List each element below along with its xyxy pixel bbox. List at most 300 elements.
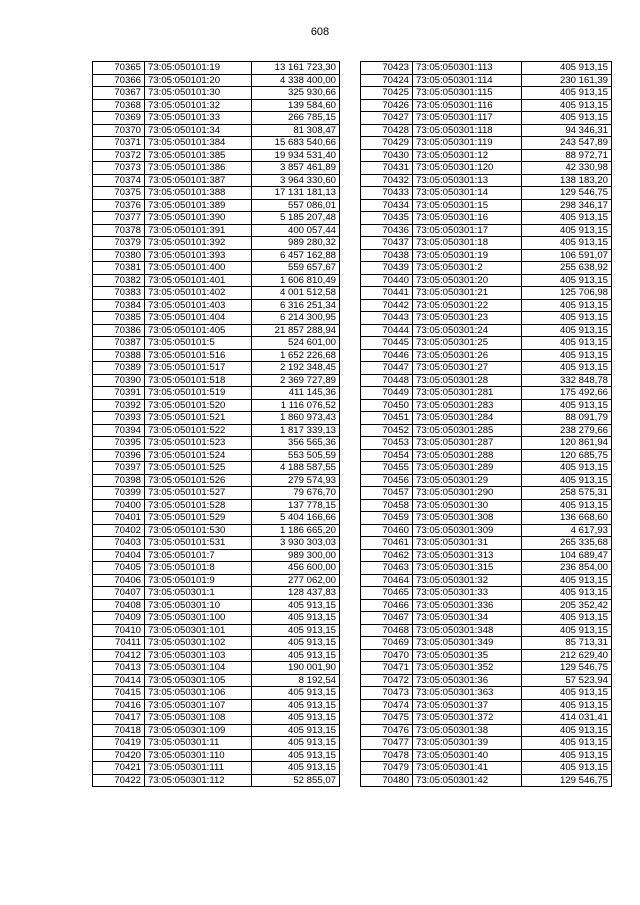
cadastral-value-cell: 405 913,15 — [522, 237, 612, 250]
table-row — [93, 687, 340, 700]
cadastral-number-cell: 73:05:050301:117 — [413, 112, 522, 125]
table-row — [361, 449, 612, 462]
cadastral-value-cell: 405 913,15 — [252, 699, 340, 712]
cadastral-value-cell: 42 330,98 — [522, 162, 612, 175]
cadastral-number-cell: 73:05:050301:348 — [413, 624, 522, 637]
row-number-cell: 70383 — [93, 287, 145, 300]
cadastral-number-cell: 73:05:050101:387 — [145, 174, 252, 187]
cadastral-value-cell: 400 057,44 — [252, 224, 340, 237]
cadastral-value-cell: 411 145,36 — [252, 387, 340, 400]
row-number-cell: 70392 — [93, 399, 145, 412]
cadastral-number-cell: 73:05:050301:12 — [413, 149, 522, 162]
table-row — [361, 374, 612, 387]
row-number-cell: 70444 — [361, 324, 413, 337]
table-row — [361, 399, 612, 412]
cadastral-value-cell: 4 338 400,00 — [252, 74, 340, 87]
row-number-cell: 70449 — [361, 387, 413, 400]
table-row — [361, 624, 612, 637]
row-number-cell: 70478 — [361, 749, 413, 762]
table-row — [361, 762, 612, 775]
row-number-cell: 70397 — [93, 462, 145, 475]
row-number-cell: 70379 — [93, 237, 145, 250]
row-number-cell: 70434 — [361, 199, 413, 212]
cadastral-value-cell: 6 316 251,34 — [252, 299, 340, 312]
cadastral-number-cell: 73:05:050301:287 — [413, 437, 522, 450]
row-number-cell: 70426 — [361, 99, 413, 112]
cadastral-value-cell: 405 913,15 — [522, 724, 612, 737]
table-row — [361, 337, 612, 350]
cadastral-value-cell: 405 913,15 — [252, 612, 340, 625]
table-row — [361, 249, 612, 262]
cadastral-value-cell: 3 857 461,89 — [252, 162, 340, 175]
cadastral-number-cell: 73:05:050101:19 — [145, 62, 252, 75]
row-number-cell: 70456 — [361, 474, 413, 487]
row-number-cell: 70420 — [93, 749, 145, 762]
cadastral-value-cell: 553 505,59 — [252, 449, 340, 462]
cadastral-value-cell: 325 930,66 — [252, 87, 340, 100]
row-number-cell: 70412 — [93, 649, 145, 662]
table-row — [93, 312, 340, 325]
table-row — [93, 424, 340, 437]
row-number-cell: 70400 — [93, 499, 145, 512]
table-row — [93, 624, 340, 637]
cadastral-number-cell: 73:05:050101:20 — [145, 74, 252, 87]
table-row — [361, 99, 612, 112]
row-number-cell: 70388 — [93, 349, 145, 362]
cadastral-number-cell: 73:05:050301:336 — [413, 599, 522, 612]
row-number-cell: 70439 — [361, 262, 413, 275]
cadastral-number-cell: 73:05:050301:349 — [413, 637, 522, 650]
table-row — [93, 612, 340, 625]
cadastral-number-cell: 73:05:050301:33 — [413, 587, 522, 600]
cadastral-value-cell: 85 713,31 — [522, 637, 612, 650]
row-number-cell: 70368 — [93, 99, 145, 112]
row-number-cell: 70424 — [361, 74, 413, 87]
cadastral-number-cell: 73:05:050301:37 — [413, 699, 522, 712]
table-row — [93, 562, 340, 575]
row-number-cell: 70460 — [361, 524, 413, 537]
row-number-cell: 70475 — [361, 712, 413, 725]
cadastral-value-cell: 405 913,15 — [522, 587, 612, 600]
table-row — [93, 162, 340, 175]
register-table-left — [92, 61, 340, 787]
row-number-cell: 70464 — [361, 574, 413, 587]
row-number-cell: 70384 — [93, 299, 145, 312]
row-number-cell: 70441 — [361, 287, 413, 300]
row-number-cell: 70421 — [93, 762, 145, 775]
cadastral-number-cell: 73:05:050301:107 — [145, 699, 252, 712]
table-row — [361, 324, 612, 337]
row-number-cell: 70425 — [361, 87, 413, 100]
table-row — [361, 137, 612, 150]
cadastral-value-cell: 298 346,17 — [522, 199, 612, 212]
row-number-cell: 70459 — [361, 512, 413, 525]
table-row — [361, 587, 612, 600]
row-number-cell: 70455 — [361, 462, 413, 475]
cadastral-value-cell: 405 913,15 — [522, 274, 612, 287]
cadastral-number-cell: 73:05:050301:100 — [145, 612, 252, 625]
cadastral-value-cell: 1 817 339,13 — [252, 424, 340, 437]
cadastral-value-cell: 138 183,20 — [522, 174, 612, 187]
cadastral-number-cell: 73:05:050101:524 — [145, 449, 252, 462]
row-number-cell: 70396 — [93, 449, 145, 462]
table-row — [93, 462, 340, 475]
table-row — [361, 174, 612, 187]
row-number-cell: 70465 — [361, 587, 413, 600]
cadastral-number-cell: 73:05:050301:1 — [145, 587, 252, 600]
row-number-cell: 70433 — [361, 187, 413, 200]
table-row — [361, 262, 612, 275]
row-number-cell: 70443 — [361, 312, 413, 325]
table-row — [93, 374, 340, 387]
cadastral-value-cell: 139 584,60 — [252, 99, 340, 112]
cadastral-value-cell: 405 913,15 — [252, 624, 340, 637]
cadastral-number-cell: 73:05:050301:101 — [145, 624, 252, 637]
cadastral-number-cell: 73:05:050301:22 — [413, 299, 522, 312]
row-number-cell: 70406 — [93, 574, 145, 587]
row-number-cell: 70419 — [93, 737, 145, 750]
table-row — [93, 574, 340, 587]
cadastral-value-cell: 405 913,15 — [522, 212, 612, 225]
cadastral-value-cell: 6 457 162,88 — [252, 249, 340, 262]
cadastral-number-cell: 73:05:050101:402 — [145, 287, 252, 300]
cadastral-number-cell: 73:05:050301:120 — [413, 162, 522, 175]
cadastral-value-cell: 277 062,00 — [252, 574, 340, 587]
table-row — [361, 524, 612, 537]
table-row — [93, 524, 340, 537]
table-row — [93, 662, 340, 675]
cadastral-number-cell: 73:05:050101:30 — [145, 87, 252, 100]
table-row — [361, 562, 612, 575]
cadastral-number-cell: 73:05:050101:32 — [145, 99, 252, 112]
row-number-cell: 70394 — [93, 424, 145, 437]
cadastral-value-cell: 405 913,15 — [522, 62, 612, 75]
table-row — [93, 99, 340, 112]
table-row — [361, 499, 612, 512]
cadastral-number-cell: 73:05:050101:5 — [145, 337, 252, 350]
table-row — [93, 224, 340, 237]
cadastral-number-cell: 73:05:050301:352 — [413, 662, 522, 675]
cadastral-value-cell: 1 652 226,68 — [252, 349, 340, 362]
table-row — [93, 124, 340, 137]
table-row — [93, 512, 340, 525]
cadastral-number-cell: 73:05:050301:23 — [413, 312, 522, 325]
table-row — [93, 149, 340, 162]
table-row — [361, 712, 612, 725]
cadastral-value-cell: 243 547,89 — [522, 137, 612, 150]
table-row — [361, 662, 612, 675]
cadastral-value-cell: 88 091,79 — [522, 412, 612, 425]
cadastral-number-cell: 73:05:050101:391 — [145, 224, 252, 237]
cadastral-value-cell: 238 279,66 — [522, 424, 612, 437]
table-row — [361, 74, 612, 87]
cadastral-value-cell: 94 346,31 — [522, 124, 612, 137]
cadastral-value-cell: 79 676,70 — [252, 487, 340, 500]
cadastral-value-cell: 129 546,75 — [522, 662, 612, 675]
cadastral-value-cell: 4 188 587,55 — [252, 462, 340, 475]
cadastral-value-cell: 405 913,15 — [522, 349, 612, 362]
row-number-cell: 70472 — [361, 674, 413, 687]
cadastral-number-cell: 73:05:050301:285 — [413, 424, 522, 437]
table-row — [93, 187, 340, 200]
cadastral-number-cell: 73:05:050101:527 — [145, 487, 252, 500]
cadastral-value-cell: 129 546,75 — [522, 187, 612, 200]
cadastral-number-cell: 73:05:050301:283 — [413, 399, 522, 412]
table-row — [361, 87, 612, 100]
cadastral-value-cell: 6 214 300,95 — [252, 312, 340, 325]
row-number-cell: 70436 — [361, 224, 413, 237]
cadastral-number-cell: 73:05:050301:111 — [145, 762, 252, 775]
cadastral-number-cell: 73:05:050301:11 — [145, 737, 252, 750]
cadastral-number-cell: 73:05:050101:522 — [145, 424, 252, 437]
cadastral-number-cell: 73:05:050101:517 — [145, 362, 252, 375]
table-row — [93, 249, 340, 262]
row-number-cell: 70403 — [93, 537, 145, 550]
table-row — [93, 112, 340, 125]
cadastral-value-cell: 137 778,15 — [252, 499, 340, 512]
table-row — [93, 712, 340, 725]
table-row — [361, 224, 612, 237]
cadastral-value-cell: 405 913,15 — [522, 362, 612, 375]
table-row — [361, 124, 612, 137]
table-row — [93, 699, 340, 712]
row-number-cell: 70380 — [93, 249, 145, 262]
cadastral-value-cell: 120 861,94 — [522, 437, 612, 450]
cadastral-value-cell: 125 706,98 — [522, 287, 612, 300]
row-number-cell: 70417 — [93, 712, 145, 725]
row-number-cell: 70413 — [93, 662, 145, 675]
cadastral-number-cell: 73:05:050301:363 — [413, 687, 522, 700]
cadastral-number-cell: 73:05:050101:34 — [145, 124, 252, 137]
cadastral-value-cell: 405 913,15 — [522, 737, 612, 750]
cadastral-number-cell: 73:05:050301:14 — [413, 187, 522, 200]
row-number-cell: 70409 — [93, 612, 145, 625]
cadastral-value-cell: 405 913,15 — [252, 712, 340, 725]
table-row — [361, 474, 612, 487]
row-number-cell: 70415 — [93, 687, 145, 700]
cadastral-number-cell: 73:05:050101:7 — [145, 549, 252, 562]
cadastral-value-cell: 989 300,00 — [252, 549, 340, 562]
cadastral-value-cell: 405 913,15 — [522, 624, 612, 637]
row-number-cell: 70430 — [361, 149, 413, 162]
row-number-cell: 70453 — [361, 437, 413, 450]
table-row — [93, 174, 340, 187]
table-row — [93, 649, 340, 662]
cadastral-number-cell: 73:05:050101:405 — [145, 324, 252, 337]
cadastral-number-cell: 73:05:050101:9 — [145, 574, 252, 587]
table-row — [93, 412, 340, 425]
cadastral-value-cell: 128 437,83 — [252, 587, 340, 600]
cadastral-value-cell: 5 404 166,66 — [252, 512, 340, 525]
cadastral-value-cell: 405 913,15 — [252, 687, 340, 700]
cadastral-value-cell: 104 689,47 — [522, 549, 612, 562]
row-number-cell: 70474 — [361, 699, 413, 712]
row-number-cell: 70452 — [361, 424, 413, 437]
cadastral-value-cell: 405 913,15 — [522, 399, 612, 412]
cadastral-value-cell: 5 185 207,48 — [252, 212, 340, 225]
table-row — [93, 549, 340, 562]
table-row — [93, 362, 340, 375]
row-number-cell: 70428 — [361, 124, 413, 137]
table-row — [361, 687, 612, 700]
cadastral-value-cell: 52 855,07 — [252, 774, 340, 787]
row-number-cell: 70454 — [361, 449, 413, 462]
cadastral-number-cell: 73:05:050301:39 — [413, 737, 522, 750]
cadastral-number-cell: 73:05:050301:288 — [413, 449, 522, 462]
cadastral-number-cell: 73:05:050301:313 — [413, 549, 522, 562]
cadastral-value-cell: 405 913,15 — [522, 299, 612, 312]
cadastral-number-cell: 73:05:050301:25 — [413, 337, 522, 350]
table-row — [93, 387, 340, 400]
row-number-cell: 70451 — [361, 412, 413, 425]
cadastral-value-cell: 414 031,41 — [522, 712, 612, 725]
table-row — [93, 62, 340, 75]
row-number-cell: 70407 — [93, 587, 145, 600]
cadastral-number-cell: 73:05:050301:114 — [413, 74, 522, 87]
cadastral-value-cell: 236 854,00 — [522, 562, 612, 575]
table-row — [93, 762, 340, 775]
table-row — [361, 549, 612, 562]
cadastral-number-cell: 73:05:050301:2 — [413, 262, 522, 275]
cadastral-number-cell: 73:05:050101:400 — [145, 262, 252, 275]
row-number-cell: 70381 — [93, 262, 145, 275]
table-row — [361, 187, 612, 200]
cadastral-number-cell: 73:05:050101:530 — [145, 524, 252, 537]
register-table-right — [360, 61, 612, 787]
cadastral-value-cell: 175 492,66 — [522, 387, 612, 400]
cadastral-value-cell: 405 913,15 — [522, 224, 612, 237]
row-number-cell: 70416 — [93, 699, 145, 712]
table-row — [361, 612, 612, 625]
cadastral-value-cell: 266 785,15 — [252, 112, 340, 125]
cadastral-value-cell: 405 913,15 — [522, 699, 612, 712]
row-number-cell: 70391 — [93, 387, 145, 400]
cadastral-number-cell: 73:05:050301:109 — [145, 724, 252, 737]
table-row — [361, 574, 612, 587]
cadastral-value-cell: 356 565,36 — [252, 437, 340, 450]
table-row — [361, 487, 612, 500]
table-row — [361, 362, 612, 375]
table-row — [361, 699, 612, 712]
table-row — [93, 74, 340, 87]
table-row — [93, 774, 340, 787]
row-number-cell: 70473 — [361, 687, 413, 700]
row-number-cell: 70431 — [361, 162, 413, 175]
table-row — [361, 387, 612, 400]
cadastral-number-cell: 73:05:050301:29 — [413, 474, 522, 487]
cadastral-value-cell: 559 657,67 — [252, 262, 340, 275]
cadastral-value-cell: 405 913,15 — [522, 324, 612, 337]
row-number-cell: 70385 — [93, 312, 145, 325]
cadastral-number-cell: 73:05:050101:526 — [145, 474, 252, 487]
cadastral-value-cell: 2 369 727,89 — [252, 374, 340, 387]
row-number-cell: 70377 — [93, 212, 145, 225]
row-number-cell: 70411 — [93, 637, 145, 650]
table-row — [93, 337, 340, 350]
cadastral-number-cell: 73:05:050101:390 — [145, 212, 252, 225]
table-row — [93, 262, 340, 275]
cadastral-value-cell: 258 575,31 — [522, 487, 612, 500]
table-row — [361, 749, 612, 762]
cadastral-value-cell: 212 629,40 — [522, 649, 612, 662]
table-row — [93, 499, 340, 512]
cadastral-value-cell: 405 913,15 — [252, 749, 340, 762]
cadastral-number-cell: 73:05:050101:529 — [145, 512, 252, 525]
cadastral-number-cell: 73:05:050101:385 — [145, 149, 252, 162]
cadastral-number-cell: 73:05:050301:308 — [413, 512, 522, 525]
cadastral-value-cell: 8 192,54 — [252, 674, 340, 687]
cadastral-value-cell: 3 930 303,03 — [252, 537, 340, 550]
cadastral-number-cell: 73:05:050301:42 — [413, 774, 522, 787]
cadastral-value-cell: 405 913,15 — [252, 637, 340, 650]
cadastral-value-cell: 13 161 723,30 — [252, 62, 340, 75]
cadastral-number-cell: 73:05:050301:19 — [413, 249, 522, 262]
table-row — [361, 274, 612, 287]
cadastral-value-cell: 405 913,15 — [522, 749, 612, 762]
cadastral-value-cell: 57 523,94 — [522, 674, 612, 687]
row-number-cell: 70468 — [361, 624, 413, 637]
row-number-cell: 70446 — [361, 349, 413, 362]
cadastral-value-cell: 405 913,15 — [522, 474, 612, 487]
cadastral-value-cell: 405 913,15 — [252, 737, 340, 750]
cadastral-number-cell: 73:05:050301:315 — [413, 562, 522, 575]
row-number-cell: 70382 — [93, 274, 145, 287]
cadastral-value-cell: 524 601,00 — [252, 337, 340, 350]
cadastral-number-cell: 73:05:050101:523 — [145, 437, 252, 450]
cadastral-value-cell: 3 964 330,60 — [252, 174, 340, 187]
table-row — [93, 674, 340, 687]
cadastral-number-cell: 73:05:050301:34 — [413, 612, 522, 625]
cadastral-number-cell: 73:05:050301:24 — [413, 324, 522, 337]
row-number-cell: 70404 — [93, 549, 145, 562]
table-row — [93, 474, 340, 487]
row-number-cell: 70408 — [93, 599, 145, 612]
cadastral-number-cell: 73:05:050301:31 — [413, 537, 522, 550]
cadastral-number-cell: 73:05:050101:393 — [145, 249, 252, 262]
table-row — [361, 287, 612, 300]
cadastral-number-cell: 73:05:050101:8 — [145, 562, 252, 575]
cadastral-value-cell: 136 668,60 — [522, 512, 612, 525]
cadastral-value-cell: 2 192 348,45 — [252, 362, 340, 375]
table-row — [361, 412, 612, 425]
cadastral-number-cell: 73:05:050301:38 — [413, 724, 522, 737]
row-number-cell: 70373 — [93, 162, 145, 175]
row-number-cell: 70467 — [361, 612, 413, 625]
cadastral-value-cell: 265 335,68 — [522, 537, 612, 550]
row-number-cell: 70372 — [93, 149, 145, 162]
cadastral-number-cell: 73:05:050101:516 — [145, 349, 252, 362]
cadastral-value-cell: 88 972,71 — [522, 149, 612, 162]
row-number-cell: 70432 — [361, 174, 413, 187]
cadastral-value-cell: 230 161,39 — [522, 74, 612, 87]
cadastral-value-cell: 81 308,47 — [252, 124, 340, 137]
cadastral-value-cell: 1 860 973,43 — [252, 412, 340, 425]
cadastral-number-cell: 73:05:050101:531 — [145, 537, 252, 550]
cadastral-value-cell: 405 913,15 — [522, 612, 612, 625]
row-number-cell: 70365 — [93, 62, 145, 75]
cadastral-number-cell: 73:05:050301:372 — [413, 712, 522, 725]
cadastral-value-cell: 405 913,15 — [522, 574, 612, 587]
cadastral-number-cell: 73:05:050301:106 — [145, 687, 252, 700]
cadastral-value-cell: 405 913,15 — [522, 687, 612, 700]
cadastral-value-cell: 129 546,75 — [522, 774, 612, 787]
cadastral-value-cell: 405 913,15 — [522, 99, 612, 112]
table-row — [93, 537, 340, 550]
row-number-cell: 70418 — [93, 724, 145, 737]
cadastral-number-cell: 73:05:050101:386 — [145, 162, 252, 175]
table-row — [93, 637, 340, 650]
cadastral-number-cell: 73:05:050301:112 — [145, 774, 252, 787]
